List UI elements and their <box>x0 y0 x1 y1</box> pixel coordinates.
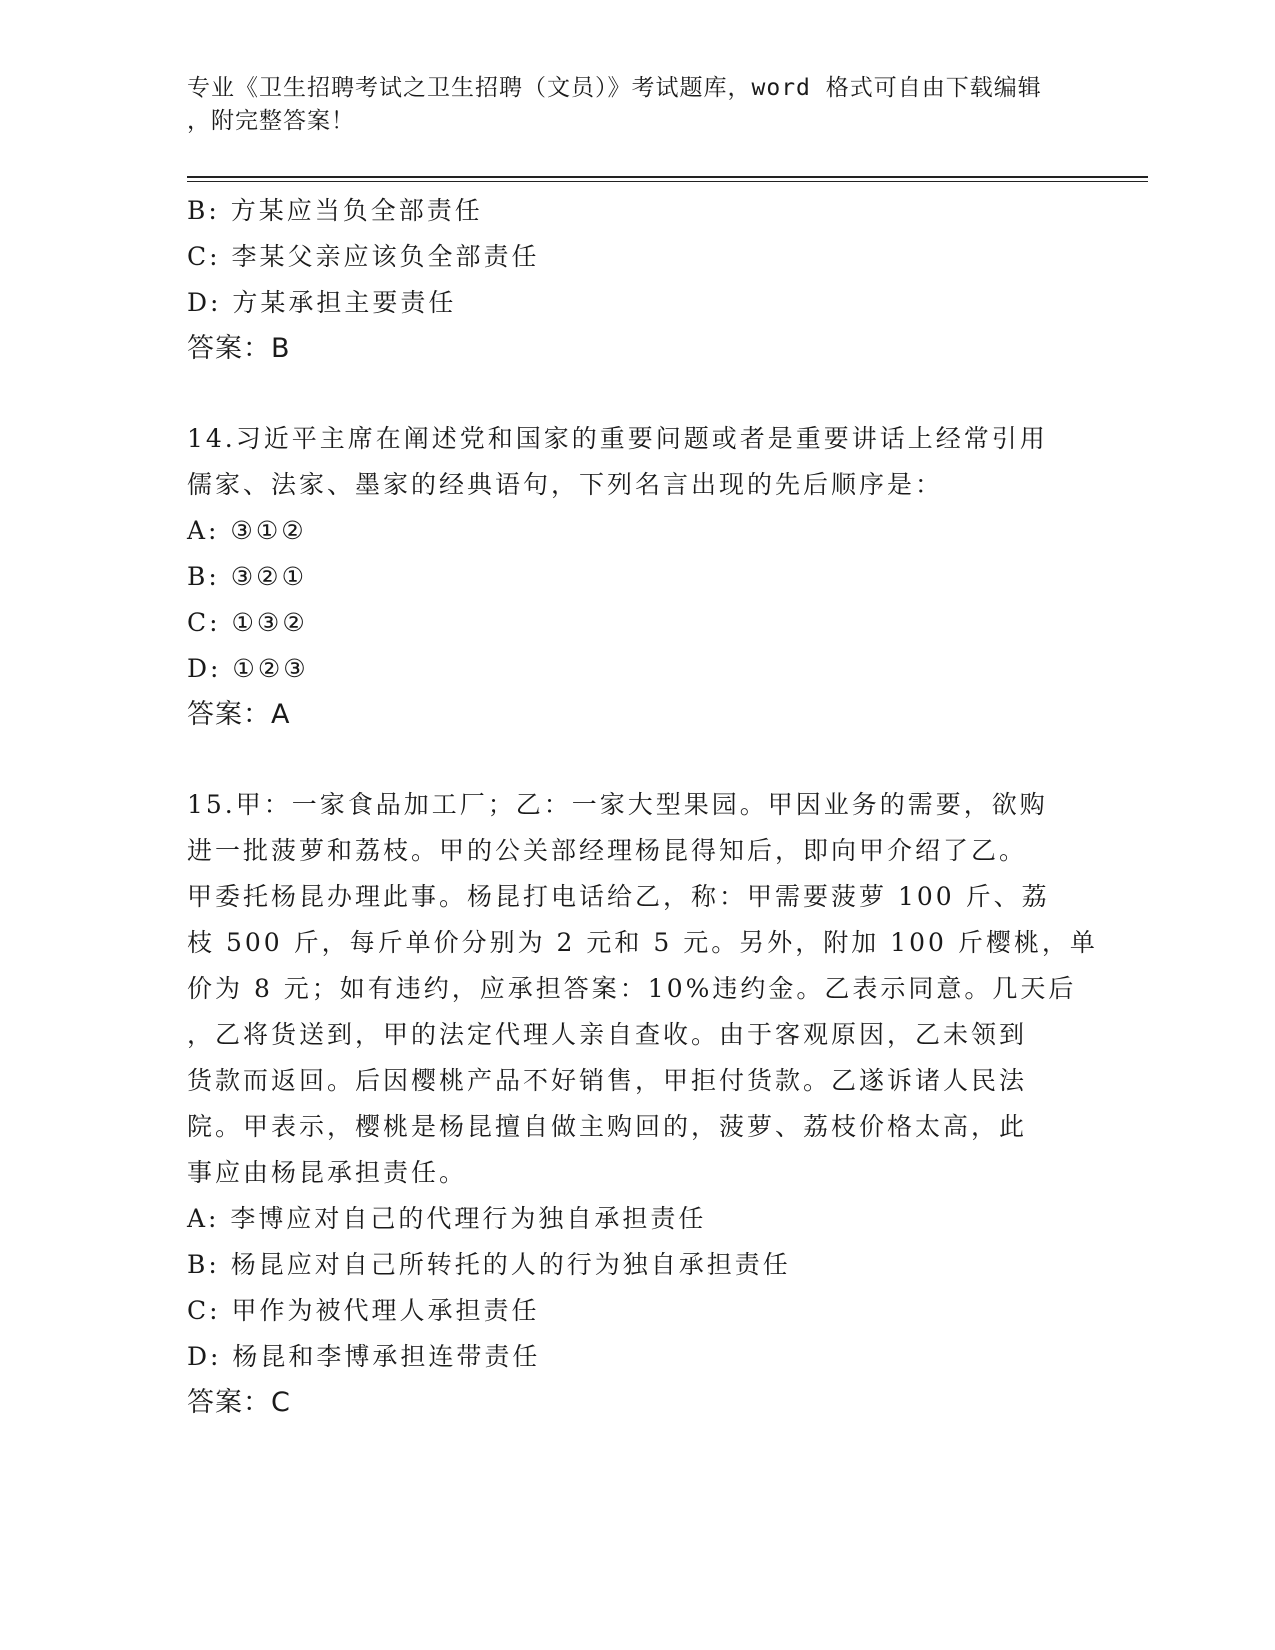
q15-question-line: 15.甲：一家食品加工厂；乙：一家大型果园。甲因业务的需要，欲购 <box>187 790 1048 819</box>
header-line-2: ，附完整答案！ <box>187 108 355 134</box>
q14-question-line-1: 14.习近平主席在阐述党和国家的重要问题或者是重要讲话上经常引用 <box>187 424 1048 453</box>
q15-question-line: 货款而返回。后因樱桃产品不好销售，甲拒付货款。乙遂诉诸人民法 <box>187 1066 1028 1095</box>
q13-option-c: C: 李某父亲应该负全部责任 <box>187 242 540 271</box>
q15-answer: 答案：C <box>187 1387 291 1418</box>
q14-option-a: A: ③①② <box>187 516 307 545</box>
q15-option-b: B: 杨昆应对自己所转托的人的行为独自承担责任 <box>187 1250 791 1279</box>
question-15-block <box>187 782 1098 1426</box>
q14-option-c: C: ①③② <box>187 608 308 637</box>
question-13-block <box>187 188 1087 372</box>
header-rule-thick <box>187 176 1148 178</box>
document-body <box>187 188 1098 1426</box>
q15-option-c: C: 甲作为被代理人承担责任 <box>187 1296 540 1325</box>
q14-question-line-2: 儒家、法家、墨家的经典语句，下列名言出现的先后顺序是： <box>187 470 944 499</box>
header-line-1: 专业《卫生招聘考试之卫生招聘（文员）》考试题库，word 格式可自由下载编辑 <box>187 75 1042 101</box>
q14-option-d: D: ①②③ <box>187 654 309 683</box>
question-14-block <box>187 416 1087 738</box>
q15-question-line: 枝 500 斤，每斤单价分别为 2 元和 5 元。另外，附加 100 斤樱桃，单 <box>187 928 1098 957</box>
q15-question-line: ，乙将货送到，甲的法定代理人亲自查收。由于客观原因，乙未领到 <box>187 1020 1028 1049</box>
q13-option-d: D: 方某承担主要责任 <box>187 288 457 317</box>
q15-question-line: 进一批菠萝和荔枝。甲的公关部经理杨昆得知后，即向甲介绍了乙。 <box>187 836 1028 865</box>
q15-option-d: D: 杨昆和李博承担连带责任 <box>187 1342 541 1371</box>
q14-option-b: B: ③②① <box>187 562 307 591</box>
q13-option-b: B: 方某应当负全部责任 <box>187 196 483 225</box>
q15-option-a: A: 李博应对自己的代理行为独自承担责任 <box>187 1204 707 1233</box>
q15-question-line: 院。甲表示，樱桃是杨昆擅自做主购回的，菠萝、荔枝价格太高，此 <box>187 1112 1028 1141</box>
q15-question-line: 甲委托杨昆办理此事。杨昆打电话给乙，称：甲需要菠萝 100 斤、荔 <box>187 882 1050 911</box>
header-rule-thin <box>187 181 1148 182</box>
q15-question-line: 事应由杨昆承担责任。 <box>187 1158 468 1187</box>
document-header <box>187 72 1067 138</box>
q13-answer: 答案：B <box>187 333 291 364</box>
q14-answer: 答案：A <box>187 699 291 730</box>
q15-question-line: 价为 8 元；如有违约，应承担答案：10%违约金。乙表示同意。几天后 <box>187 974 1077 1003</box>
